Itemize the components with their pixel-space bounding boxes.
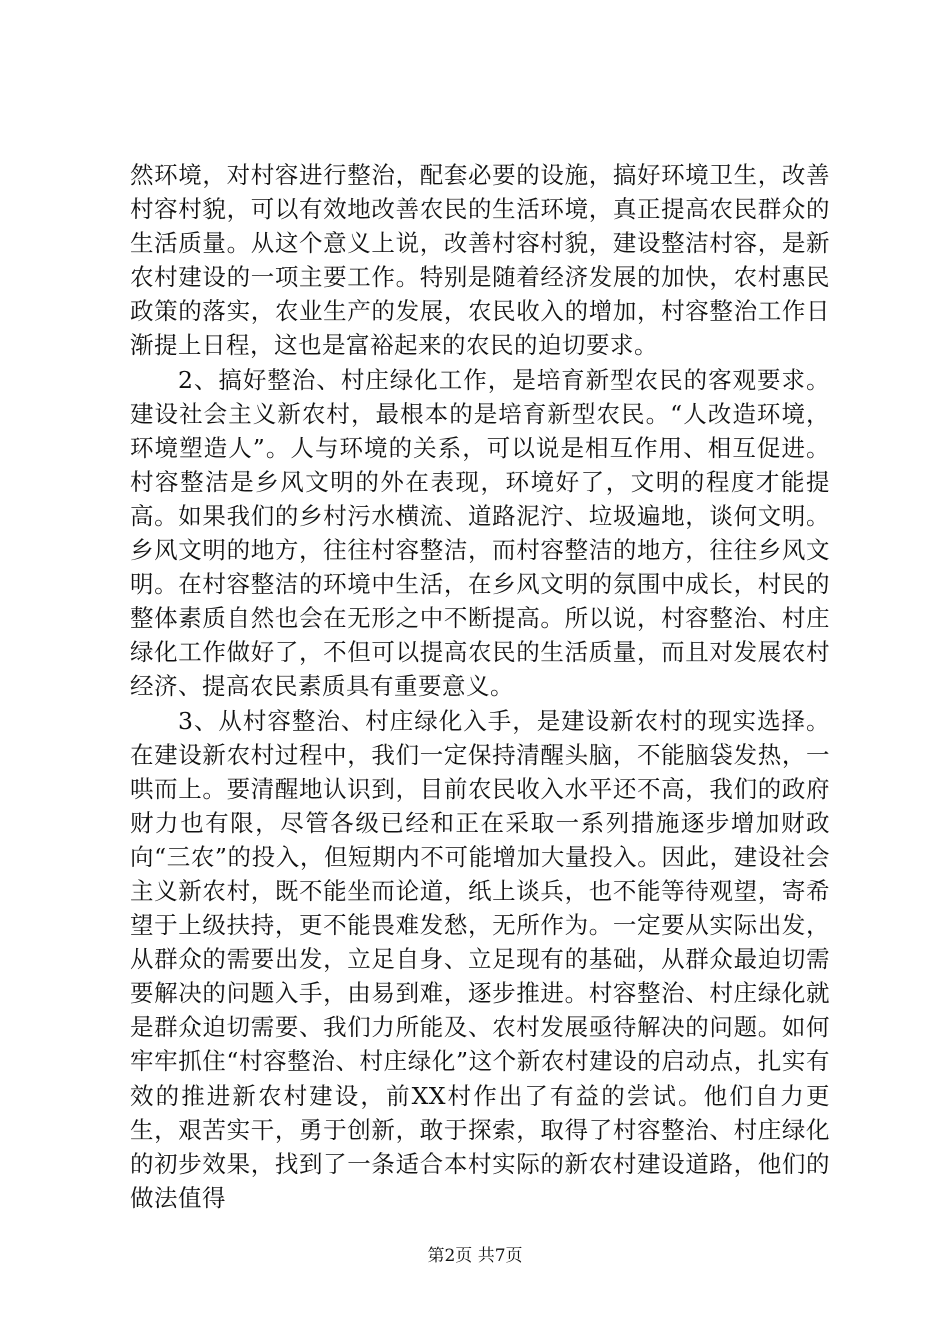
page-number-label: 第2页 共7页 — [427, 1246, 523, 1266]
paragraph-point-3: 3、从村容整治、村庄绿化入手，是建设新农村的现实选择。在建设新农村过程中，我们一定保持清醒头脑，不能脑袋发热，一哄而上。要清醒地认识到，目前农民收入水平还不高，我们的政府财力也有限，尽管各级已经和正在采取一系列措施逐步增加财政向“三农”的投入，但短期内不可能增加大量投入。因此，建设社会主义新农村，既不能坐而论道，纸上谈兵，也不能等待观望，寄希望于上级扶持，更不能畏难发愁，无所作为。一定要从实际出发，从群众的需要出发，立足自身、立足现有的基础，从群众最迫切需要解决的问题入手，由易到难，逐步推进。村容整治、村庄绿化就是群众迫切需要、我们力所能及、农村发展亟待解决的问题。如何牢牢抓住“村容整治、村庄绿化”这个新农村建设的启动点，扎实有效的推进新农村建设，前XX村作出了有益的尝试。他们自力更生，艰苦实干，勇于创新，敢于探索，取得了村容整治、村庄绿化的初步效果，找到了一条适合本村实际的新农村建设道路，他们的做法值得 — [130, 706, 830, 1212]
paragraph-point-2: 2、搞好整治、村庄绿化工作，是培育新型农民的客观要求。建设社会主义新农村，最根本的是培育新型农民。“人改造环境，环境塑造人”。人与环境的关系，可以说是相互作用、相互促进。村容整洁是乡风文明的外在表现，环境好了，文明的程度才能提高。如果我们的乡村污水横流、道路泥泞、垃圾遍地，谈何文明。乡风文明的地方，往往村容整洁，而村容整洁的地方，往往乡风文明。在村容整洁的环境中生活，在乡风文明的氛围中成长，村民的整体素质自然也会在无形之中不断提高。所以说，村容整治、村庄绿化工作做好了，不但可以提高农民的生活质量，而且对发展农村经济、提高农民素质具有重要意义。 — [130, 365, 830, 701]
page-footer — [0, 1246, 950, 1266]
paragraph-continuation: 然环境，对村容进行整治，配套必要的设施，搞好环境卫生，改善村容村貌，可以有效地改善农民的生活环境，真正提高农民群众的生活质量。从这个意义上说，改善村容村貌，建设整洁村容，是新农村建设的一项主要工作。特别是随着经济发展的加快，农村惠民政策的落实，农业生产的发展，农民收入的增加，村容整治工作日渐提上日程，这也是富裕起来的农民的迫切要求。 — [130, 161, 830, 360]
document-body — [130, 158, 830, 1215]
